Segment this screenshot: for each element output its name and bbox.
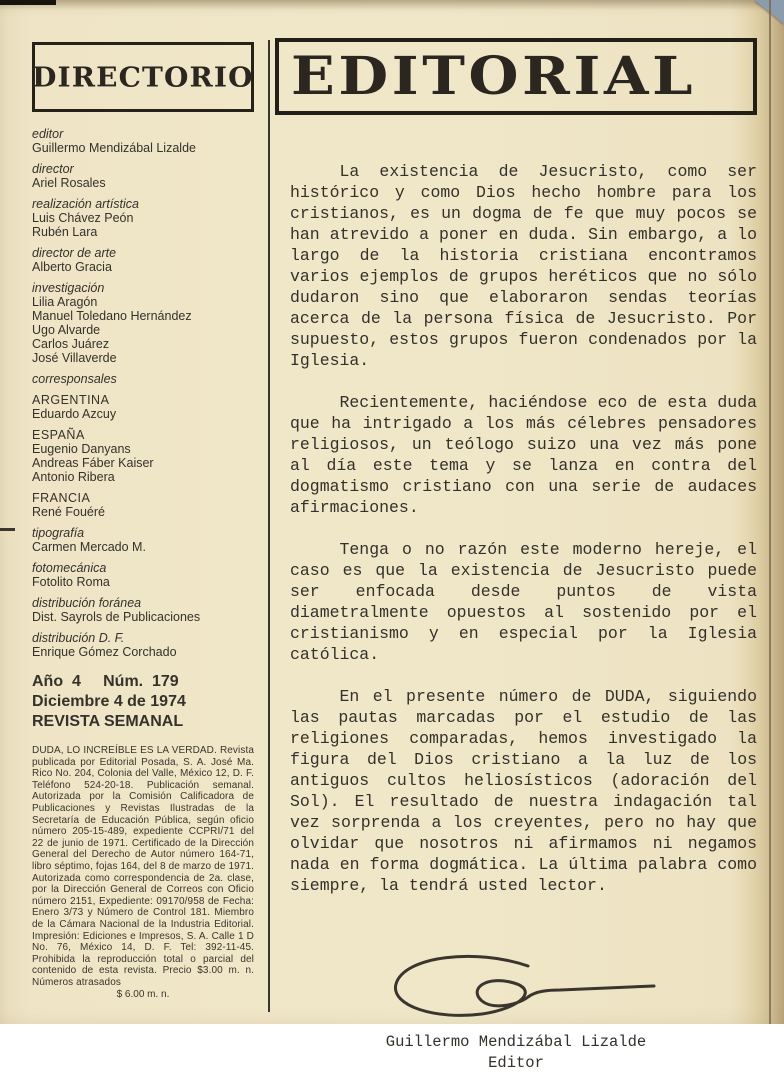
- staff-role-label: editor: [32, 127, 64, 141]
- editorial-body: [290, 161, 757, 896]
- staff-name: Luis Chávez Peón: [32, 211, 134, 225]
- directorio-title: DIRECTORIO: [32, 61, 254, 93]
- staff-role-label: tipografía: [32, 526, 85, 540]
- editorial-box: [275, 38, 757, 115]
- staff-group: [32, 631, 254, 659]
- scan-mark: [0, 0, 56, 5]
- signature-block: [275, 954, 757, 1074]
- staff-name: Guillermo Mendizábal Lizalde: [32, 141, 196, 155]
- editorial-column: [275, 38, 757, 1074]
- column-divider: [268, 40, 270, 1012]
- staff-name: Enrique Gómez Corchado: [32, 645, 177, 659]
- staff-name: Carlos Juárez: [32, 337, 110, 351]
- staff-role-label: distribución foránea: [32, 596, 142, 610]
- staff-role-label: investigación: [32, 281, 105, 295]
- staff-group: [32, 428, 254, 484]
- staff-name: Eduardo Azcuy: [32, 407, 117, 421]
- staff-name: Eugenio Danyans: [32, 442, 131, 456]
- staff-name: Ariel Rosales: [32, 176, 106, 190]
- issue-number: Año 4 Núm. 179: [32, 673, 179, 690]
- editorial-paragraph: La existencia de Jesucristo, como ser histórico y como Dios hecho hombre para los cristianos, es un dogma de fe que muy pocos se han atrevido a poner en duda. Sin embargo, a lo largo de la historia cristiana encontramos varios ejemplos de grupos heréticos que no sólo dudaron sino que elaboraron sendas teorías acerca de la persona física de Jesucristo. Por supuesto, estos grupos fueron condenados por la Iglesia.: [290, 162, 757, 370]
- staff-group: [32, 526, 254, 554]
- editorial-paragraph: Recientemente, haciéndose eco de esta duda que ha intrigado a los más célebres pensadores religiosos, un teólogo suizo una vez más pone al día este tema y se lanza en contra del dogmatismo cristiano con una serie de audaces afirmaciones.: [290, 393, 757, 517]
- staff-name: Ugo Alvarde: [32, 323, 101, 337]
- staff-role-label: corresponsales: [32, 372, 117, 386]
- staff-group: [32, 127, 254, 155]
- editorial-paragraph: En el presente número de DUDA, siguiendo las pautas marcadas por el estudio de las religiones comparadas, hemos investigado la figura del Dios cristiano a la luz de los antiguos cultos heliosísticos (adoración del Sol). El resultado de nuestra indagación tal vez sorprenda a los creyentes, pero no hay que olvidar que nosotros ni afirmamos ni negamos nada en forma dogmática. La última palabra como siempre, la tendrá usted lector.: [290, 687, 757, 895]
- staff-name: Antonio Ribera: [32, 470, 115, 484]
- page-edge-line: [769, 0, 771, 1024]
- directorio-box: [32, 42, 254, 112]
- staff-name: Alberto Gracia: [32, 260, 112, 274]
- staff-group: [32, 596, 254, 624]
- staff-group: [32, 281, 254, 365]
- staff-name: Manuel Toledano Hernández: [32, 309, 192, 323]
- issue-frequency: REVISTA SEMANAL: [32, 713, 184, 730]
- staff-group: [32, 197, 254, 239]
- staff-name: René Fouéré: [32, 505, 105, 519]
- staff-role-label: ESPAÑA: [32, 428, 85, 442]
- staff-name: Fotolito Roma: [32, 575, 110, 589]
- fine-print-last-line: $ 6.00 m. n.: [116, 989, 170, 1001]
- staff-name: Dist. Sayrols de Publicaciones: [32, 610, 201, 624]
- staff-group: [32, 393, 254, 421]
- staff-list: [32, 127, 254, 659]
- staff-group: [32, 162, 254, 190]
- scan-top-shading: [0, 0, 784, 10]
- staff-name: Andreas Fáber Kaiser: [32, 456, 154, 470]
- issue-info: [32, 672, 254, 732]
- directorio-column: [32, 42, 254, 1001]
- staff-group: [32, 246, 254, 274]
- staff-role-label: realización artística: [32, 197, 139, 211]
- staff-role-label: director: [32, 162, 74, 176]
- staff-role-label: FRANCIA: [32, 491, 91, 505]
- signature-role: Editor: [488, 1054, 544, 1072]
- staff-name: Carmen Mercado M.: [32, 540, 146, 554]
- staff-group: [32, 561, 254, 589]
- staff-name: Lilia Aragón: [32, 295, 98, 309]
- issue-date: Diciembre 4 de 1974: [32, 693, 186, 710]
- margin-dash: [0, 528, 15, 531]
- staff-role-label: distribución D. F.: [32, 631, 125, 645]
- staff-name: José Villaverde: [32, 351, 117, 365]
- staff-name: Rubén Lara: [32, 225, 98, 239]
- staff-role-label: fotomecánica: [32, 561, 107, 575]
- editorial-title: EDITORIAL: [291, 45, 697, 108]
- signature-flourish-icon: [366, 954, 666, 1026]
- staff-group: [32, 372, 254, 386]
- signature-name: Guillermo Mendizábal Lizalde: [385, 1033, 647, 1051]
- staff-group: [32, 491, 254, 519]
- editorial-paragraph: Tenga o no razón este moderno hereje, el caso es que la existencia de Jesucristo puede ser enfocada desde puntos de vista diametralmente opuestos al sostenido por el cristianismo y en especial por la Iglesia católica.: [290, 540, 757, 664]
- staff-role-label: director de arte: [32, 246, 117, 260]
- fine-print: DUDA, LO INCREÍBLE ES LA VERDAD. Revista publicada por Editorial Posada, S. A. José Ma. Rico No. 204, Colonia del Valle, México 12, D. F. Teléfono 524-20-18. Publicación semanal. Autorizada por la Comisión Calificadora de Publicaciones y Revistas Ilustradas de la Secretaría de Educación Pública, según oficio número 205-15-489, expediente CCPRI/71 del 22 de junio de 1971. Certificado de la Dirección General del Derecho de Autor número 164-71, libro séptimo, fojas 164, del 8 de marzo de 1971. Autorizada como correspondencia de 2a. clase, por la Dirección General de Correos con Oficio número 2151, Expediente: 09170/958 de Fecha: Enero 3/73 y Número de Control 181. Miembro de la Cámara Nacional de la Industria Editorial. Impresión: Ediciones e Impresos, S. A. Calle 1 D No. 76, México 14, D. F. Tel: 392-11-45. Prohibida la reproducción total o parcial del contenido de esta revista. Precio $3.00 m. n. Números atrasados: [32, 745, 254, 988]
- staff-role-label: ARGENTINA: [32, 393, 110, 407]
